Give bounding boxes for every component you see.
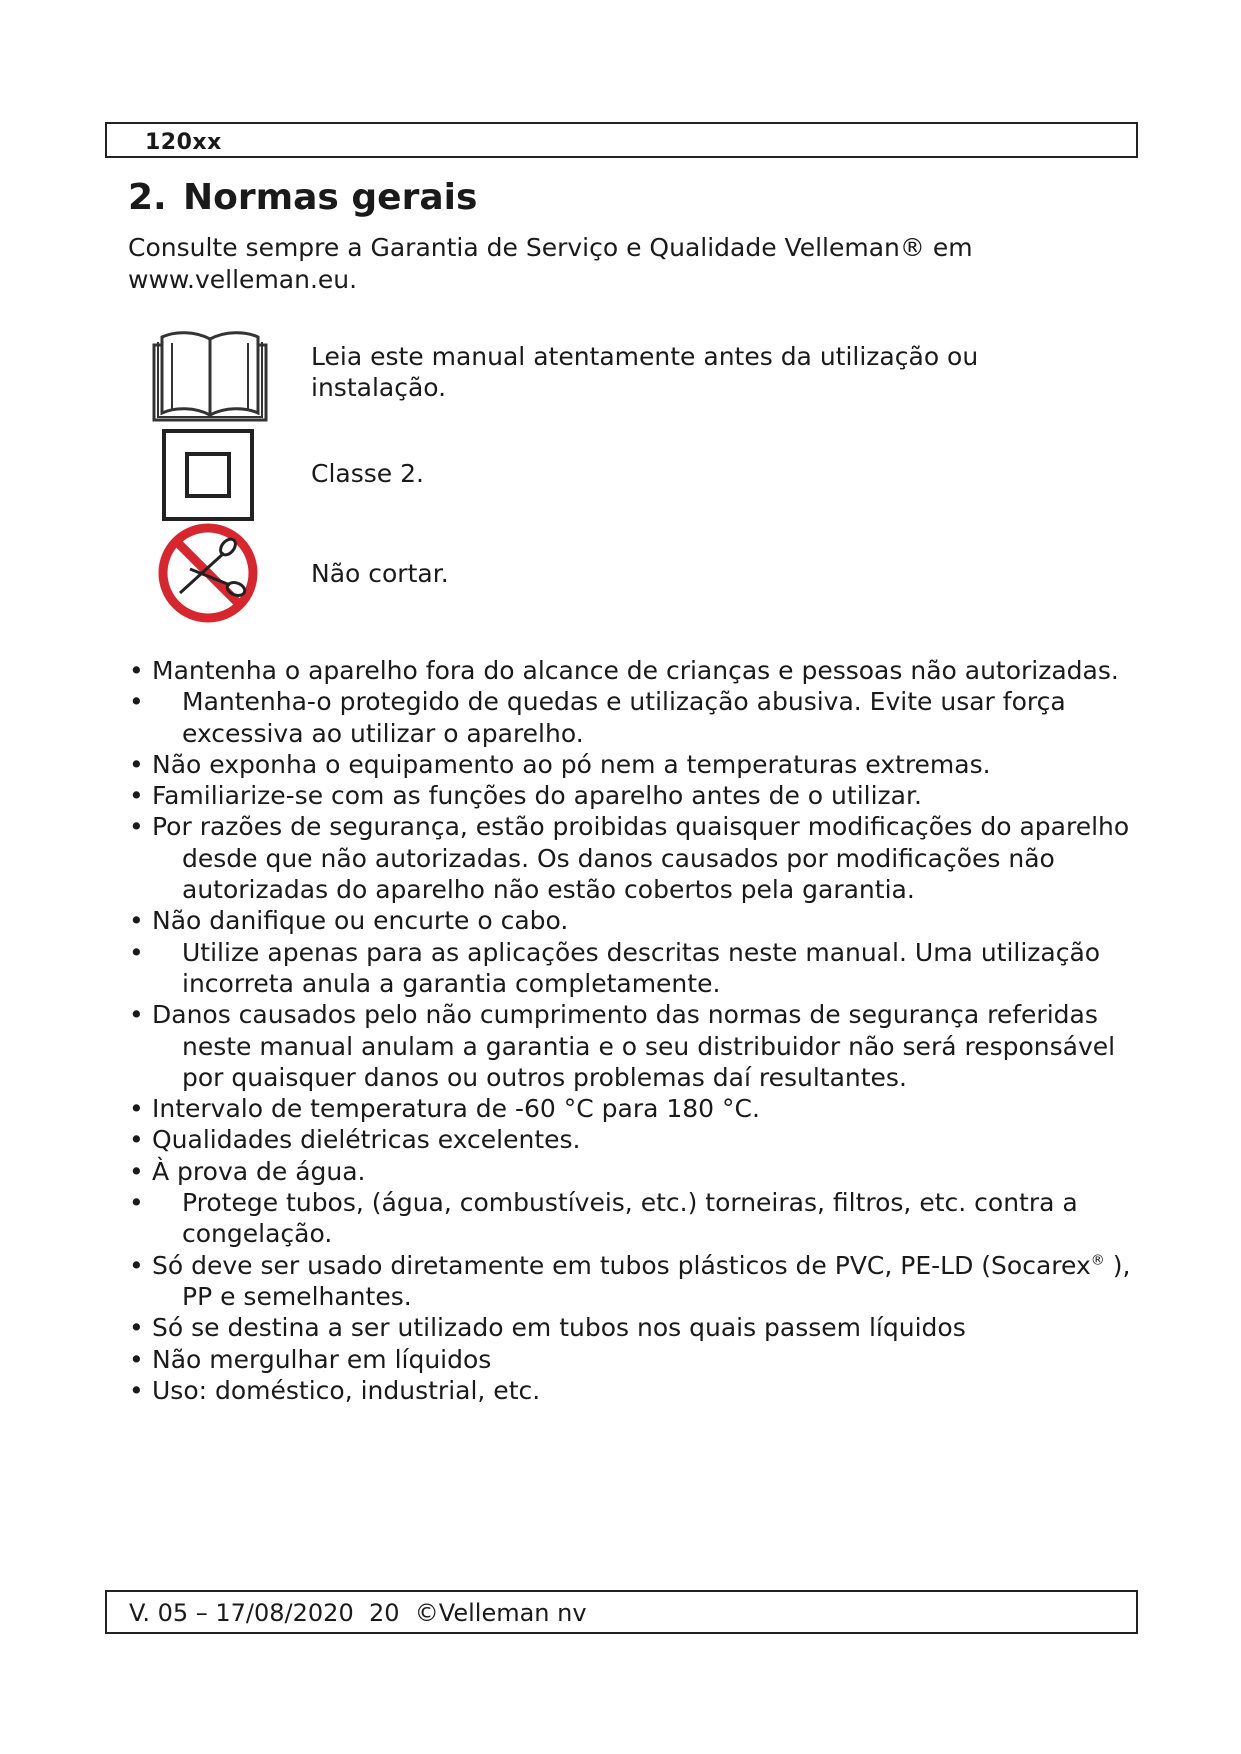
no-cutting-scissors-icon bbox=[150, 523, 270, 623]
bullet-icon: • bbox=[129, 1188, 144, 1218]
bullet-icon: • bbox=[129, 1250, 144, 1280]
model-number: 120xx bbox=[145, 130, 222, 155]
class-2-double-square-icon bbox=[150, 428, 270, 528]
list-item: • Não mergulhar em líquidos bbox=[129, 1344, 492, 1374]
list-item: • Utilize apenas para as aplicações descritas neste manual. Uma utilização incorreta anula a garantia completamente. bbox=[129, 937, 1101, 998]
bullet-icon: • bbox=[129, 749, 144, 779]
list-item: • Danos causados pelo não cumprimento das normas de segurança referidas neste manual anulam a garantia e o seu distribuidor não será responsável por quaisquer danos ou outros problemas daí resultantes. bbox=[129, 1000, 1116, 1092]
bullet-icon: • bbox=[129, 1344, 144, 1374]
section-title bbox=[128, 176, 477, 220]
bullet-icon: • bbox=[129, 1156, 144, 1186]
list-item: • Uso: doméstico, industrial, etc. bbox=[129, 1375, 541, 1405]
registered-mark: ® bbox=[1090, 1252, 1105, 1269]
bullet-icon: • bbox=[129, 1375, 144, 1405]
bullet-icon: • bbox=[129, 1094, 144, 1124]
list-item: • Protege tubos, (água, combustíveis, etc.) torneiras, filtros, etc. contra a congelação. bbox=[129, 1188, 1078, 1249]
symbol-text-class-2: Classe 2. bbox=[311, 459, 424, 488]
page-number: 20 bbox=[368, 1599, 400, 1627]
list-item: • Qualidades dielétricas excelentes. bbox=[129, 1125, 581, 1155]
bullet-icon: • bbox=[129, 812, 144, 842]
symbol-row-class-2 bbox=[150, 428, 1090, 528]
list-item: • Mantenha o aparelho fora do alcance de crianças e pessoas não autorizadas. bbox=[129, 656, 1119, 685]
list-item: • Familiarize-se com as funções do aparelho antes de o utilizar. bbox=[129, 781, 922, 811]
symbol-text-no-cutting: Não cortar. bbox=[311, 559, 449, 588]
safety-bullet-list bbox=[124, 655, 1134, 1406]
symbol-row-read-manual bbox=[150, 325, 1090, 425]
intro-paragraph: Consulte sempre a Garantia de Serviço e Qualidade Velleman® em www.velleman.eu. bbox=[128, 233, 973, 294]
open-book-icon bbox=[150, 325, 270, 425]
list-item: • Por razões de segurança, estão proibidas quaisquer modificações do aparelho desde que não autorizadas. Os danos causados por modificações não autorizadas do aparelho não estão cobertos pela garantia. bbox=[129, 812, 1130, 905]
bullet-icon: • bbox=[129, 1000, 144, 1030]
bullet-icon: • bbox=[129, 937, 144, 967]
footer-text bbox=[129, 1599, 587, 1627]
bullet-icon: • bbox=[129, 1125, 144, 1155]
symbol-text-read-manual: Leia este manual atentamente antes da utilização ou instalação. bbox=[311, 342, 979, 402]
symbol-row-no-cutting bbox=[150, 523, 1090, 623]
bullet-icon: • bbox=[129, 687, 144, 717]
section-number: 2. bbox=[128, 177, 167, 218]
bullet-icon: • bbox=[129, 906, 144, 936]
footer-bar bbox=[105, 1590, 1138, 1634]
footer-copyright: ©Velleman nv bbox=[414, 1599, 587, 1627]
header-bar bbox=[105, 122, 1138, 158]
list-item: • Só se destina a ser utilizado em tubos nos quais passem líquidos bbox=[129, 1313, 966, 1343]
list-item: • Mantenha-o protegido de quedas e utilização abusiva. Evite usar força excessiva ao utilizar o aparelho. bbox=[129, 687, 1066, 748]
bullet-icon: • bbox=[129, 1313, 144, 1343]
section-title-text: Normas gerais bbox=[183, 177, 478, 218]
list-item: • Intervalo de temperatura de -60 °C para 180 °C. bbox=[129, 1094, 760, 1124]
footer-version: V. 05 – 17/08/2020 bbox=[129, 1599, 354, 1627]
list-item: • Só deve ser usado diretamente em tubos plásticos de PVC, PE-LD (Socarex® ), PP e semelhantes. bbox=[129, 1250, 1131, 1311]
list-item: • Não exponha o equipamento ao pó nem a temperaturas extremas. bbox=[129, 749, 991, 779]
list-item: • Não danifique ou encurte o cabo. bbox=[129, 906, 569, 936]
bullet-icon: • bbox=[129, 656, 144, 685]
list-item: • À prova de água. bbox=[129, 1156, 366, 1186]
bullet-icon: • bbox=[129, 781, 144, 811]
